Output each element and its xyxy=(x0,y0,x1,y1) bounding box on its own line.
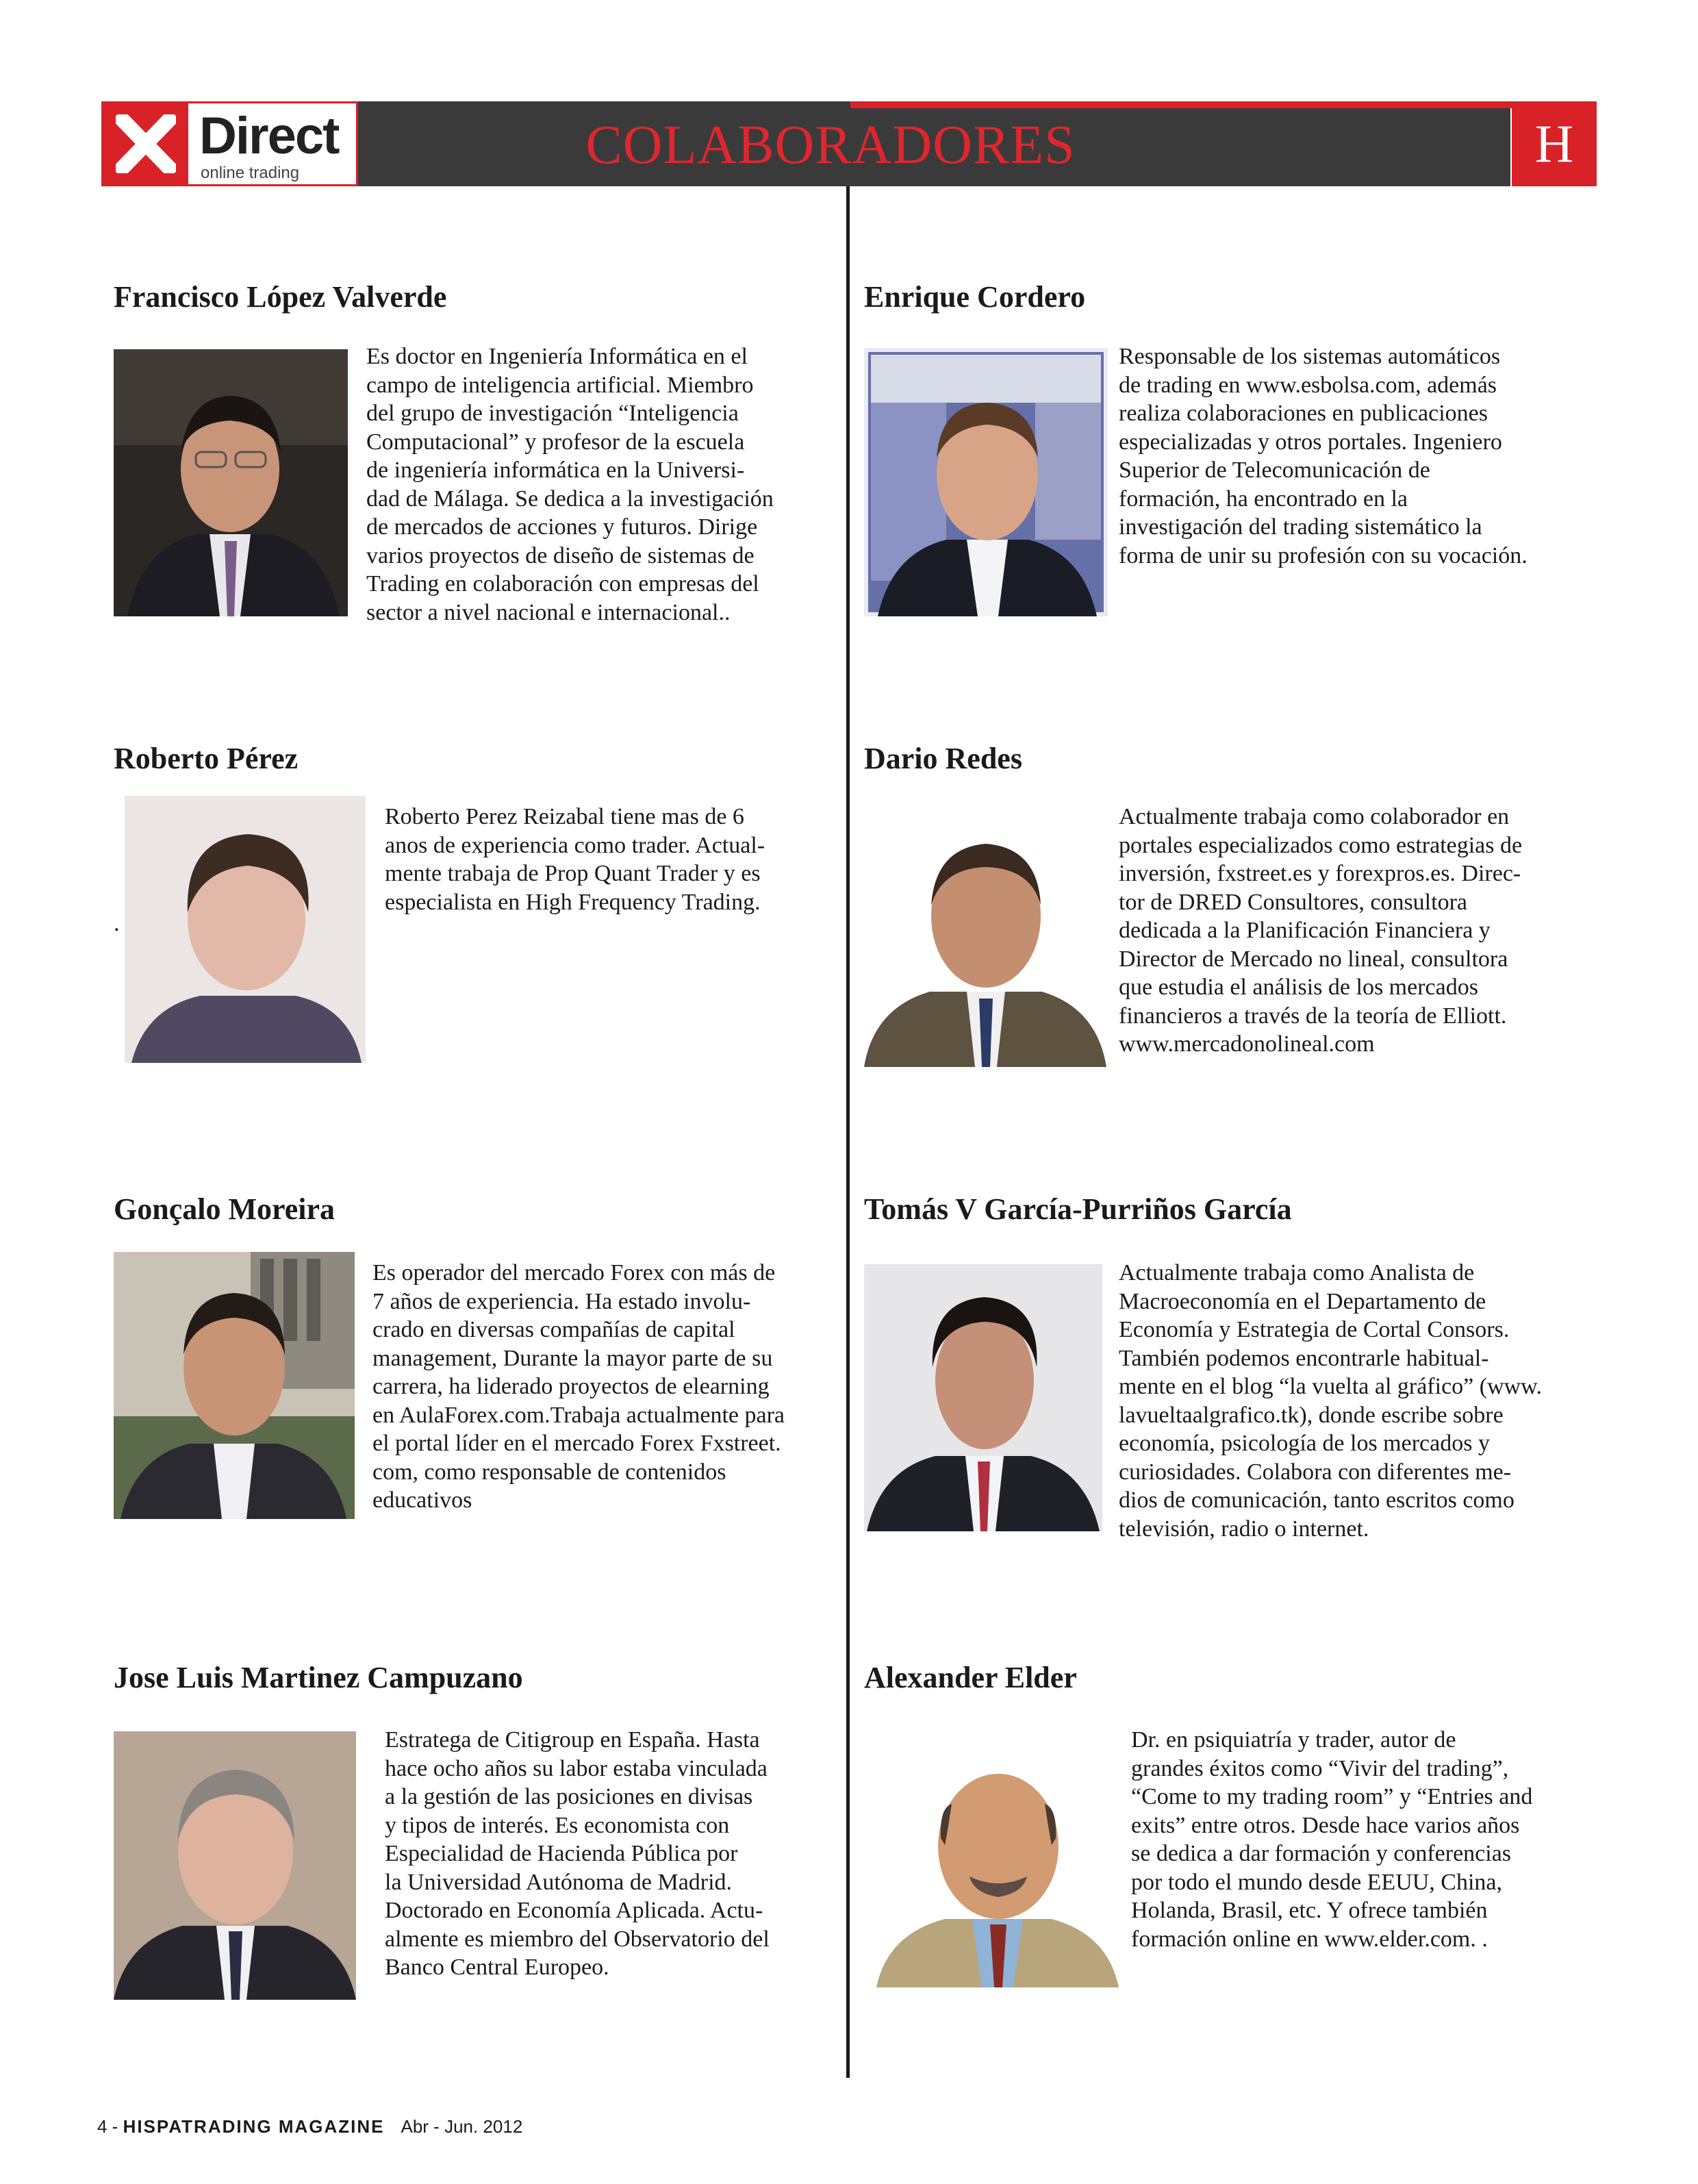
issue-date: Abr - Jun. 2012 xyxy=(401,2116,523,2137)
collaborator-name: Tomás V García-Purriños García xyxy=(864,1192,1292,1226)
section-letter: H xyxy=(1512,101,1597,186)
collaborator-bio: Roberto Perez Reizabal tiene mas de 6 anos de experiencia como trader. Actual- mente trabaja de Prop Quant Trader y es especialista en High Frequency Trading. xyxy=(385,804,765,915)
portrait-photo xyxy=(114,349,348,616)
collaborator-bio: Actualmente trabaja como Analista de Macroeconomía en el Departamento de Economía y Estrategia de Cortal Consors. También podemos encontrarle habitual- mente en el blog “la vuelta al gráfico” (www. lavueltaalgrafico.tk), donde escribe sobre economía, psicología de los mercados y curiosidades. Colabora con diferentes me- dios de comunicación, tanto escritos como televisión, radio o internet. xyxy=(1119,1260,1543,1542)
portrait-photo xyxy=(864,803,1106,1067)
section-title: COLABORADORES xyxy=(585,115,1076,175)
page-footer xyxy=(97,2116,522,2137)
collaborator-name: Roberto Pérez xyxy=(114,742,299,775)
portrait-photo xyxy=(876,1742,1119,1987)
column-divider xyxy=(846,186,850,2078)
direct-logo xyxy=(101,101,358,186)
collaborator-name: Enrique Cordero xyxy=(864,280,1086,314)
magazine-name: HISPATRADING MAGAZINE xyxy=(123,2116,385,2137)
collaborator-name: Francisco López Valverde xyxy=(114,280,447,314)
logo-name: Direct xyxy=(199,107,339,165)
collaborator-bio: Es doctor en Ingeniería Informática en el campo de inteligencia artificial. Miembro del grupo de investigación “Inteligencia Computacional” y profesor de la escuela de ingeniería informática en la Universi- dad de Málaga. Se dedica a la investigación de mercados de acciones y futuros. Dirige varios proyectos de diseño de sistemas de Trading en colaboración con empresas del sector a nivel nacional e internacional.. xyxy=(366,344,774,625)
page-number: 4 - xyxy=(97,2116,123,2137)
collaborator-bio: Responsable de los sistemas automáticos de trading en www.esbolsa.com, además realiza colaboraciones en publicaciones especializadas y otros portales. Ingeniero Superior de Telecomunicación de formación, ha encontrado en la investigación del trading sistemático la forma de unir su profesión con su vocación. xyxy=(1119,344,1528,568)
stray-mark: . xyxy=(114,911,120,936)
collaborator-name: Jose Luis Martinez Campuzano xyxy=(114,1661,523,1694)
portrait-photo xyxy=(864,348,1108,616)
collaborator-name: Gonçalo Moreira xyxy=(114,1192,335,1226)
portrait-photo xyxy=(864,1264,1102,1531)
x-logo-icon xyxy=(103,103,188,184)
portrait-photo xyxy=(114,1252,355,1519)
collaborator-bio: Dr. en psiquiatría y trader, autor de grandes éxitos como “Vivir del trading”, “Come to my trading room” y “Entries and exits” entre otros. Desde hace varios años se dedica a dar formación y conferencias por todo el mundo desde EEUU, China, Holanda, Brasil, etc. Y ofrece también formación online en www.elder.com. . xyxy=(1131,1727,1533,1952)
collaborator-bio: Estratega de Citigroup en España. Hasta hace ocho años su labor estaba vinculada a la gestión de las posiciones en divisas y tipos de interés. Es economista con Especialidad de Hacienda Pública por la Universidad Autónoma de Madrid. Doctorado en Economía Aplicada. Actu- almente es miembro del Observatorio del Banco Central Europeo. xyxy=(385,1727,770,1980)
logo-tagline: online trading xyxy=(201,164,300,182)
collaborator-bio: Es operador del mercado Forex con más de 7 años de experiencia. Ha estado involu- crado en diversas compañías de capital management, Durante la mayor parte de su carrera, ha liderado proyectos de elearning en AulaForex.com.Trabaja actualmente para el portal líder en el mercado Forex Fxstreet. com, como responsable de contenidos educativos xyxy=(372,1260,785,1513)
collaborator-bio: Actualmente trabaja como colaborador en portales especializados como estrategias de inversión, fxstreet.es y forexpros.es. Direc- tor de DRED Consultores, consultora dedicada a la Planificación Financiera y Director de Mercado no lineal, consultora que estudia el análisis de los mercados financieros a través de la teoría de Elliott. www.mercadonolineal.com xyxy=(1119,804,1523,1057)
portrait-photo xyxy=(114,1731,356,2000)
collaborator-name: Dario Redes xyxy=(864,742,1022,775)
collaborator-name: Alexander Elder xyxy=(864,1661,1077,1694)
portrait-photo xyxy=(125,796,366,1063)
